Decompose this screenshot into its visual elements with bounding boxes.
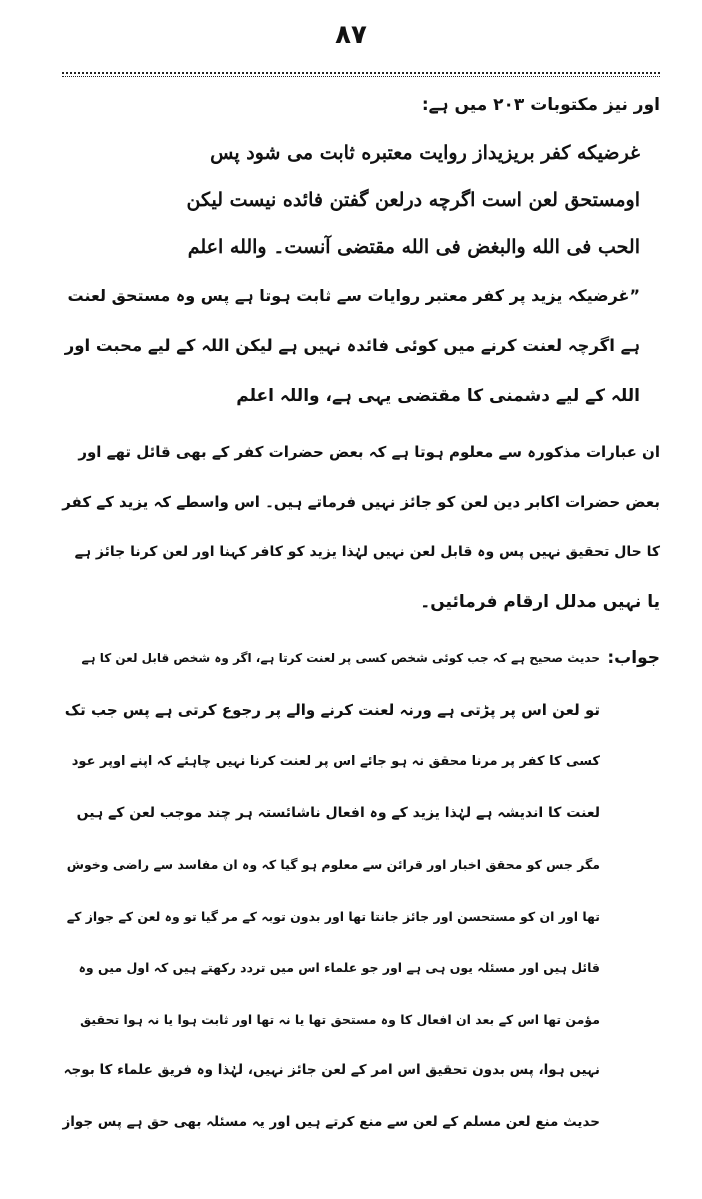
persian-quote-line: الحب فی الله والبغض فی الله مقتضی آنست۔ والله اعلم (187, 236, 640, 258)
answer-line: حدیث صحیح ہے کہ جب کوئی شخص کسی پر لعنت کرتا ہے، اگر وہ شخص قابل لعن کا ہے (81, 651, 600, 665)
page-body (62, 88, 660, 1148)
answer-line: تو لعن اس پر پڑتی ہے ورنہ لعنت کرنے والے پر رجوع کرتی ہے پس جب تک (64, 700, 600, 719)
question-line: بعض حضرات اکابر دین لعن کو جائز نہیں فرماتے ہیں۔ اس واسطے کہ یزید کے کفر (62, 493, 660, 511)
question-line: ان عبارات مذکورہ سے معلوم ہوتا ہے کہ بعض حضرات کفر کے بھی قائل تھے اور (78, 443, 660, 461)
answer-line: حدیث منع لعن مسلم کے لعن سے منع کرتے ہیں اور یہ مسئلہ بھی حق ہے پس جواز (62, 1113, 600, 1130)
answer-line: قائل ہیں اور مسئلہ یوں ہی ہے اور جو علماء اس میں تردد رکھتے ہیں کہ اول میں وہ (78, 960, 600, 975)
header-divider (62, 72, 660, 74)
answer-line: مگر جس کو محقق اخبار اور قرائن سے معلوم ہو گیا کہ وہ ان مفاسد سے راضی وخوش (66, 857, 600, 872)
intro-line: اور نیز مکتوبات ۲۰۳ میں ہے: (421, 95, 660, 115)
question-paragraph (62, 427, 660, 627)
persian-quote-line: غرضیکه کفر بریزیداز روایت معتبره ثابت می شود پس (210, 142, 640, 164)
persian-quote-line: اومستحق لعن است اگرچه درلعن گفتن فائده نیست لیکن (186, 189, 640, 211)
page-number: ۸۷ (335, 20, 367, 50)
translation-line: ”غرضیکہ یزید پر کفر معتبر روایات سے ثابت ہوتا ہے پس وہ مستحق لعنت (67, 286, 640, 305)
answer-line: نہیں ہوا، پس بدون تحقیق اس امر کے لعن جائز نہیں، لہٰذا وہ فریق علماء کا بوجہ (63, 1062, 600, 1078)
question-line: یا نہیں مدلل ارقام فرمائیں۔ (420, 592, 660, 612)
header-divider-secondary (62, 76, 660, 77)
answer-paragraph (62, 633, 660, 1148)
answer-line: مؤمن تھا اس کے بعد ان افعال کا وہ مستحق تھا یا نہ تھا اور ثابت ہوا یا نہ ہوا تحقیق (80, 1011, 600, 1027)
persian-quote (62, 130, 660, 271)
answer-label: جواب: (607, 648, 660, 668)
answer-line: کسی کا کفر پر مرنا محقق نہ ہو جائے اس پر لعنت کرنا نہیں چاہئے کہ اپنے اوپر عود (71, 754, 600, 769)
answer-line: لعنت کا اندیشہ ہے لہٰذا یزید کے وہ افعال ناشائستہ ہر چند موجب لعن کے ہیں (76, 804, 600, 821)
urdu-translation (62, 271, 660, 421)
translation-line: اللہ کے لیے دشمنی کا مقتضی یہی ہے، واللہ اعلم (236, 386, 640, 406)
question-line: کا حال تحقیق نہیں پس وہ قابل لعن نہیں لہٰذا یزید کو کافر کہنا اور لعن کرنا جائز ہے (74, 544, 660, 560)
translation-line: ہے اگرچہ لعنت کرنے میں کوئی فائدہ نہیں ہے لیکن اللہ کے لیے محبت اور (64, 336, 640, 355)
answer-line: تھا اور ان کو مستحسن اور جائز جانتا تھا اور بدون توبہ کے مر گیا تو وہ لعن کے جواز کے (66, 908, 600, 924)
